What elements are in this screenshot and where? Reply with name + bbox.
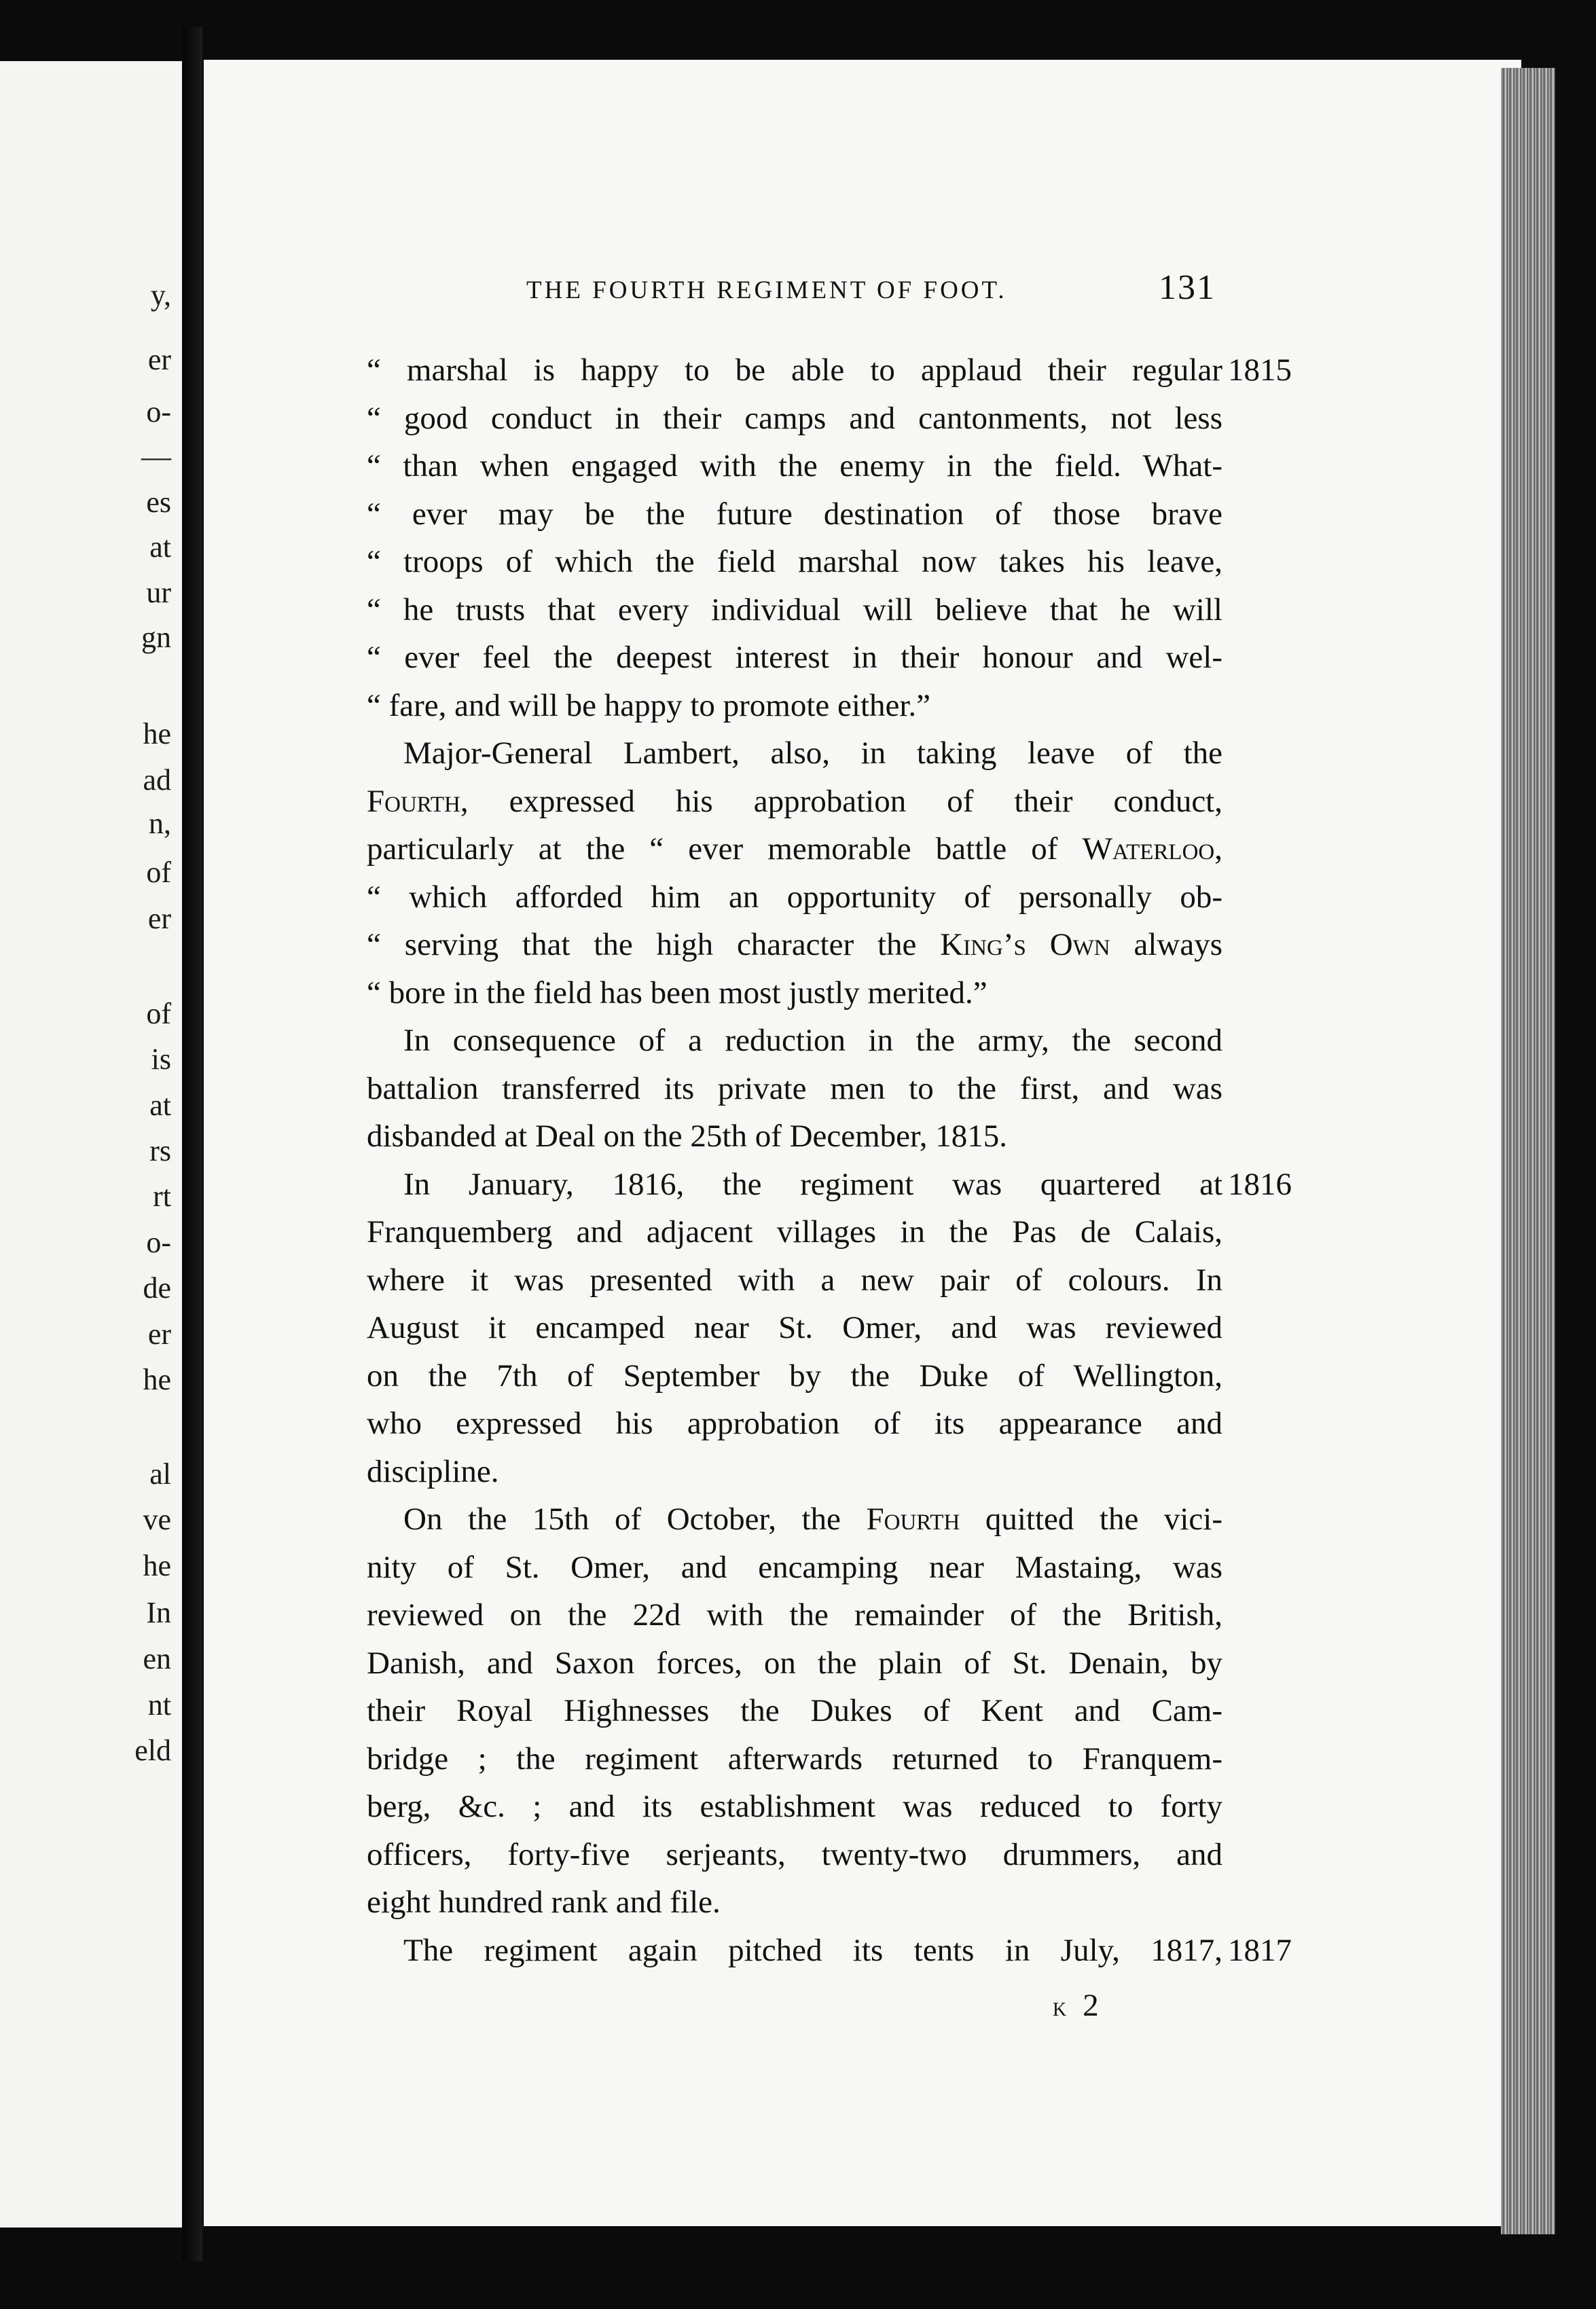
text-line: “ than when engaged with the enemy in the field. What- [367, 448, 1222, 484]
facing-page-edge [0, 61, 185, 2228]
facing-page-fragment: o- [146, 395, 171, 429]
facing-page-fragment: eld [134, 1734, 171, 1767]
text-line: eight hundred rank and file. [367, 1885, 721, 1920]
signature-number: 2 [1083, 1988, 1099, 2023]
facing-page-fragment: at [149, 1089, 171, 1122]
text-line: In consequence of a reduction in the army, the second [403, 1023, 1222, 1058]
text-line: Franquemberg and adjacent villages in the Pas de Calais, [367, 1214, 1222, 1250]
facing-page-fragment: rt [153, 1180, 171, 1213]
text-line: particularly at the “ ever memorable battle of Waterloo, [367, 831, 1222, 867]
facing-page-fragment: de [143, 1271, 171, 1305]
book-gutter [182, 27, 202, 2261]
facing-page-fragment: es [146, 486, 171, 519]
text-line: where it was presented with a new pair of colours. In [367, 1262, 1222, 1298]
text-line: “ fare, and will be happy to promote either.” [367, 687, 931, 723]
facing-page-fragment: of [146, 856, 171, 889]
text-line: “ bore in the field has been most justly merited.” [367, 975, 987, 1011]
text-line: nity of St. Omer, and encamping near Mastaing, was [367, 1549, 1222, 1585]
margin-year: 1815 [1228, 352, 1292, 388]
facing-page-fragment: nt [147, 1688, 171, 1722]
facing-page-fragment: he [143, 1549, 171, 1582]
text-line: “ troops of which the field marshal now takes his leave, [367, 544, 1222, 579]
text-line: discipline. [367, 1453, 499, 1489]
margin-year: 1817 [1228, 1932, 1292, 1968]
facing-page-fragment: In [146, 1596, 171, 1629]
facing-page-fragment: is [151, 1042, 171, 1076]
text-line: “ good conduct in their camps and cantonments, not less [367, 400, 1222, 436]
regiment-name: Fourth [866, 1502, 960, 1537]
facing-page-fragment: er [147, 343, 171, 376]
facing-page-fragment: al [149, 1457, 171, 1491]
facing-page-fragment: ur [146, 576, 171, 609]
text-line: berg, &c. ; and its establishment was reduced to forty [367, 1789, 1222, 1824]
signature-mark [1053, 1982, 1099, 2031]
facing-page-fragment: of [146, 997, 171, 1030]
running-head [367, 268, 1216, 319]
text-line: Fourth, expressed his approbation of their conduct, [367, 783, 1222, 819]
text-line: August it encamped near St. Omer, and was reviewed [367, 1310, 1222, 1345]
text-line: In January, 1816, the regiment was quartered at [403, 1166, 1222, 1202]
text-line: their Royal Highnesses the Dukes of Kent and Cam- [367, 1693, 1222, 1728]
running-title: THE FOURTH REGIMENT OF FOOT. [526, 276, 1007, 304]
regiment-name: Fourth [367, 783, 460, 819]
text-line: who expressed his approbation of its appearance and [367, 1406, 1222, 1441]
text-line: “ which afforded him an opportunity of personally ob- [367, 879, 1222, 915]
text-line: Major-General Lambert, also, in taking leave of the [403, 735, 1222, 771]
body-text [367, 346, 1222, 1974]
text-line: Danish, and Saxon forces, on the plain of St. Denain, by [367, 1645, 1222, 1681]
regiment-title: King’s Own [940, 927, 1110, 962]
text-line: bridge ; the regiment afterwards returned to Franquem- [367, 1741, 1222, 1777]
facing-page-fragment: gn [141, 621, 171, 654]
facing-page-fragment: er [147, 1317, 171, 1351]
facing-page-fragment: y, [150, 278, 171, 312]
text-line: on the 7th of September by the Duke of Wellington, [367, 1358, 1222, 1394]
text-line: disbanded at Deal on the 25th of December, 1815. [367, 1119, 1008, 1154]
signature-letter: k [1053, 1991, 1067, 2022]
text-line: “ he trusts that every individual will believe that he will [367, 592, 1222, 628]
text-line: reviewed on the 22d with the remainder of the British, [367, 1597, 1222, 1633]
facing-page-fragment: he [143, 1363, 171, 1396]
text-line: officers, forty-five serjeants, twenty-two drummers, and [367, 1836, 1222, 1872]
facing-page-fragment: n, [149, 807, 171, 840]
facing-page-fragment: he [143, 717, 171, 750]
facing-page-fragment: en [143, 1642, 171, 1675]
text-line: “ marshal is happy to be able to applaud their regular [367, 352, 1222, 388]
facing-page-fragment: ad [143, 763, 171, 797]
text-line: “ ever may be the future destination of those brave [367, 496, 1222, 532]
text-line: “ serving that the high character the King’s Own always [367, 927, 1222, 962]
text-line: battalion transferred its private men to the first, and was [367, 1070, 1222, 1106]
margin-year: 1816 [1228, 1166, 1292, 1202]
page-number: 131 [1159, 268, 1216, 307]
battle-name: Waterloo [1082, 831, 1215, 867]
facing-page-fragment: — [141, 440, 171, 473]
page-edges [1501, 68, 1555, 2234]
text-line: “ ever feel the deepest interest in their honour and wel- [367, 640, 1222, 675]
facing-page-fragment: er [147, 902, 171, 935]
text-line: On the 15th of October, the Fourth quitted the vici- [403, 1502, 1222, 1537]
facing-page-fragment: rs [149, 1134, 171, 1167]
facing-page-fragment: o- [146, 1226, 171, 1259]
facing-page-fragment: ve [143, 1503, 171, 1536]
facing-page-fragment: at [149, 530, 171, 564]
text-line: The regiment again pitched its tents in July, 1817, [403, 1932, 1222, 1968]
